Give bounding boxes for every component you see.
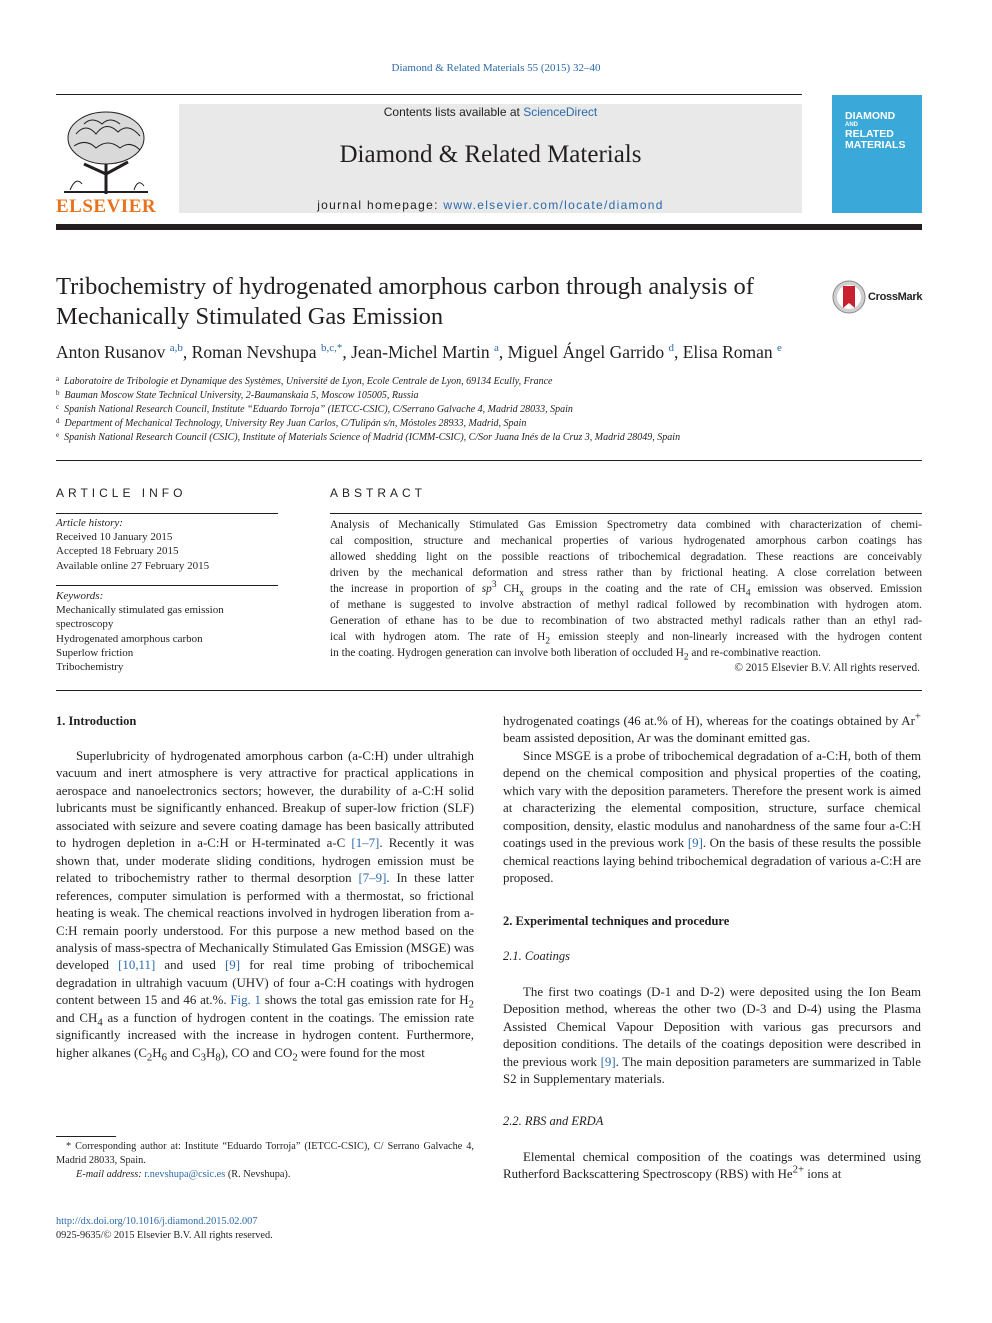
- affiliation-key: d: [56, 417, 60, 425]
- keywords: [56, 589, 278, 674]
- author-list: [56, 342, 782, 363]
- affiliation: [56, 418, 922, 429]
- homepage-link[interactable]: www.elsevier.com/locate/diamond: [443, 198, 664, 212]
- footnote-rule: [56, 1136, 116, 1137]
- author-affiliation-marker[interactable]: e: [777, 342, 782, 354]
- author-name[interactable]: Roman Nevshupa: [191, 342, 317, 362]
- header-rule: [56, 94, 802, 95]
- coatings-text: The first two coatings (D-1 and D-2) were deposited using the Ion Beam Deposition method, whereas the other two (D-3 and D-4) using the Plasma Assisted Chemical Vapour Deposition with various gas precursors and deposition conditions. The details of the coatings deposition were described in the previous work [9]. The main deposition parameters are summarized in Table S2 in Supplementary materials.: [503, 985, 921, 1087]
- introduction-text: Superlubricity of hydrogenated amorphous carbon (a-C:H) under ultrahigh vacuum and inert atmosphere is very attractive for practical applications in aerospace and nanoelectronics sectors; however, the durability of a-C:H solid lubricants must be significantly enhanced. Breakup of super-low friction (SLF) associated with seizure and severe coating damage has been basically attributed to hydrogen depletion in a-C:H or H-terminated a-C [1–7]. Recently it was shown that, under moderate sliding conditions, hydrogen emission must be related to tribochemistry rather to thermal desorption [7–9]. In these latter references, computer simulation is performed with a thermostat, so frictional heating is weak. The chemical reactions involved in hydrogen liberation from a-C:H remain poorly understood. For this purpose a new method based on the analysis of mass-spectra of Mechanically Stimulated Gas Emission (MSGE) was developed [10,11] and used [9] for real time probing of tribochemical degradation in ultrahigh vacuum (UHV) of four a-C:H coatings with hydrogen content between 15 and 46 at.%. Fig. 1 shows the total gas emission rate for $H_2$ and $CH_4$ as a function of hydrogen content in the coatings. The emission rate significantly increased with the increase in hydrogen content. Furthermore, higher alkanes ($C_2H_6$ and $C_3H_8$), CO and $CO_2$ were found for the most: [56, 749, 474, 1064]
- author-affiliation-marker[interactable]: a,b: [169, 342, 183, 354]
- author-separator: ,: [182, 342, 192, 362]
- journal-title: Diamond & Related Materials: [339, 141, 642, 168]
- keyword: Superlow friction: [56, 646, 134, 659]
- corresponding-author-note: * Corresponding author at: Institute “Eduardo Torroja” (IETCC-CSIC), C/ Serrano Galvache 4, Madrid 28033, Spain.: [56, 1141, 474, 1166]
- affiliation-text: Laboratoire de Tribologie et Dynamique des Systèmes, Université de Lyon, Ecole Centrale de Lyon, 69134 Ecully, France: [64, 376, 553, 387]
- article-title: [56, 272, 796, 332]
- journal-citation[interactable]: Diamond & Related Materials 55 (2015) 32–40: [391, 62, 601, 74]
- cover-title-line: RELATED: [845, 128, 894, 140]
- email-link[interactable]: r.nevshupa@csic.es: [144, 1169, 226, 1180]
- elsevier-tree-logo: [56, 104, 156, 196]
- section-heading: 1. Introduction: [56, 714, 137, 728]
- author-separator: ,: [342, 342, 352, 362]
- email-suffix: (R. Nevshupa).: [227, 1169, 291, 1180]
- history-item: Available online 27 February 2015: [56, 559, 210, 572]
- affiliation-text: Department of Mechanical Technology, University Rey Juan Carlos, C/Tulipán s/n, Móstoles 28933, Madrid, Spain: [64, 418, 527, 429]
- abstract-bottom-rule: [56, 690, 922, 691]
- doi-block: [56, 1215, 273, 1243]
- author-separator: ,: [498, 342, 508, 362]
- author-name[interactable]: Anton Rusanov: [56, 342, 166, 362]
- article-info-heading: ARTICLE INFO: [56, 486, 187, 500]
- cover-title-small: AND: [845, 122, 858, 128]
- history-item: Received 10 January 2015: [56, 531, 173, 544]
- subsection-heading: 2.2. RBS and ERDA: [503, 1114, 604, 1128]
- article-title-line: Tribochemistry of hydrogenated amorphous carbon through analysis of: [56, 273, 754, 300]
- article-history: [56, 516, 278, 573]
- affiliation-key: c: [56, 403, 60, 411]
- header-thick-rule: [56, 224, 922, 230]
- subsection-heading: 2.1. Coatings: [503, 949, 571, 963]
- issn-line: 0925-9635/© 2015 Elsevier B.V. All rights reserved.: [56, 1230, 273, 1241]
- doi-link[interactable]: http://dx.doi.org/10.1016/j.diamond.2015.02.007: [56, 1216, 258, 1227]
- affiliation: [56, 390, 922, 401]
- elsevier-wordmark: ELSEVIER: [56, 196, 157, 217]
- article-info-rule: [56, 513, 278, 514]
- author-separator: ,: [673, 342, 683, 362]
- sciencedirect-link[interactable]: ScienceDirect: [523, 105, 598, 119]
- homepage-prefix: journal homepage:: [317, 198, 439, 212]
- keyword: Tribochemistry: [56, 661, 124, 674]
- keyword: Hydrogenated amorphous carbon: [56, 632, 203, 645]
- affiliations-rule: [56, 460, 922, 461]
- author-affiliation-marker[interactable]: b,c,*: [320, 342, 343, 354]
- article-title-line: Mechanically Stimulated Gas Emission: [56, 303, 444, 330]
- history-item: Accepted 18 February 2015: [56, 545, 179, 558]
- crossmark-icon[interactable]: [832, 280, 866, 314]
- history-heading: Article history:: [56, 517, 123, 529]
- affiliation-text: Bauman Moscow State Technical University, 2-Baumanskaia 5, Moscow 105005, Russia: [64, 390, 419, 401]
- email-label: E-mail address:: [76, 1169, 142, 1180]
- affiliation-text: Spanish National Research Council (CSIC), Institute of Materials Science of Madrid (ICMM-CSIC), C/Sor Juana Inés de la Cruz 3, Madrid 28049, Spain: [64, 432, 681, 443]
- author-name[interactable]: Jean-Michel Martin: [351, 342, 490, 362]
- affiliation: [56, 376, 922, 387]
- affiliation: [56, 404, 922, 415]
- abstract-body: Analysis of Mechanically Stimulated Gas Emission Spectrometry data combined with characterization of chemi- cal composition, structure and mechanical properties of various hydrogenated amorphous carbon coatings has allowed shedding light on the possible reactions of tribochemical degradation. These reactions are conceivably driven by the mechanical deformation and stress rather than by frictional heating. A close correlation between the increase in proportion of $sp^3$ $CH_x$ groups in the coating and the rate of $CH_4$ emission was observed. Emission of methane is suggested to involve abstraction of methyl radical followed by recombination with hydrogen atom. Generation of ethane has to be due to recombination of two abstracted methyl radicals rather than an ethyl rad- ical with hydrogen atom. The rate of $H_2$ emission steeply and non-linearly increased with the hydrogen content in the coating. Hydrogen generation can involve both liberation of occluded $H_2$ and re-combinative reaction.: [330, 519, 922, 663]
- rbs-erda-text: Elemental chemical composition of the coatings was determined using Rutherford Backscattering Spectroscopy (RBS) with $He^{2+}$ ions at: [503, 1150, 921, 1182]
- affiliation-text: Spanish National Research Council, Institute “Eduardo Torroja” (IETCC-CSIC), C/Serrano Galvache 4, Madrid 28033, Spain: [64, 404, 573, 415]
- cover-title-line: DIAMOND: [845, 110, 896, 122]
- keyword: Mechanically stimulated gas emission: [56, 604, 224, 617]
- contents-line: [179, 105, 802, 119]
- keyword: spectroscopy: [56, 618, 114, 631]
- email-line: [56, 1168, 474, 1182]
- journal-cover-title: [845, 111, 905, 151]
- affiliation-key: e: [56, 431, 60, 439]
- keywords-heading: Keywords:: [56, 590, 104, 602]
- keywords-rule: [56, 585, 278, 586]
- author-affiliation-marker[interactable]: d: [668, 342, 674, 354]
- author-affiliation-marker[interactable]: a: [493, 342, 499, 354]
- corresponding-author-footnote: [56, 1140, 474, 1182]
- abstract-copyright: © 2015 Elsevier B.V. All rights reserved.: [734, 662, 920, 674]
- affiliation: [56, 432, 922, 443]
- journal-homepage: [179, 198, 802, 212]
- cover-title-line: MATERIALS: [845, 139, 906, 151]
- introduction-text-continued: hydrogenated coatings (46 at.% of H), whereas for the coatings obtained by Ar+ beam assisted deposition, Ar was the dominant emitted gas. Since MSGE is a probe of tribochemical degradation of a-C:H, both of them depend on the chemical composition and physical properties of the coating, which vary with the deposition parameters. Therefore the present work is aimed at characterizing the elemental composition, structure, surface chemical composition, density, elastic modulus and nanohardness of the same four a-C:H coatings used in the previous work [9]. On the basis of these results the possible chemical reactions laying behind tribochemical degradation of various a-C:H are proposed.: [503, 710, 922, 886]
- contents-prefix: Contents lists available at: [383, 105, 520, 119]
- abstract-heading: ABSTRACT: [330, 486, 427, 500]
- affiliation-key: a: [56, 375, 60, 383]
- crossmark-label[interactable]: CrossMark: [868, 291, 923, 303]
- section-heading: 2. Experimental techniques and procedure: [503, 914, 730, 928]
- author-name[interactable]: Miguel Ángel Garrido: [507, 342, 665, 362]
- author-name[interactable]: Elisa Roman: [682, 342, 773, 362]
- affiliation-key: b: [56, 389, 60, 397]
- abstract-rule: [330, 513, 922, 514]
